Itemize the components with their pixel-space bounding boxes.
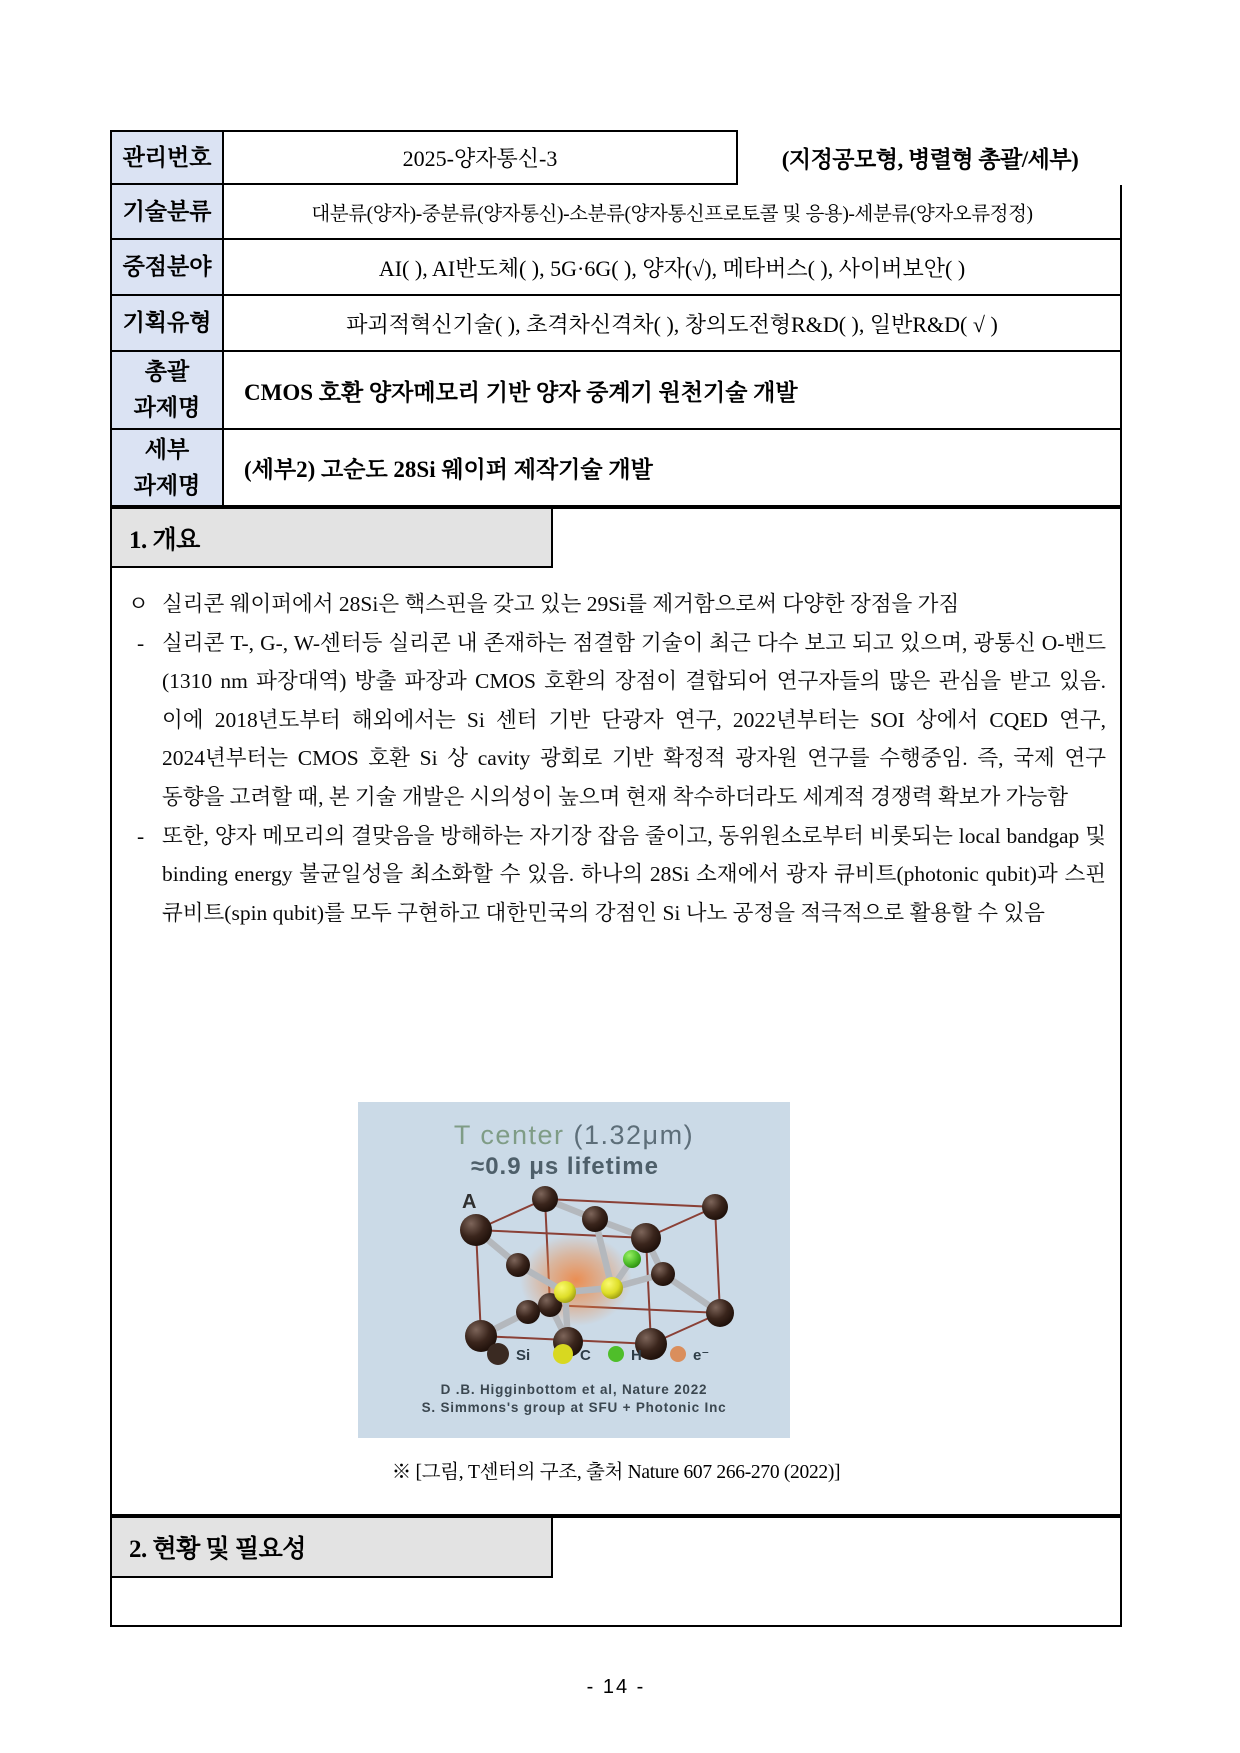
sub-project-title: (세부2) 고순도 28Si 웨이퍼 제작기술 개발 <box>222 430 1122 507</box>
row-label-line1: 세부 <box>144 436 190 462</box>
legend-dot-e <box>670 1346 686 1362</box>
section1-heading: 1. 개요 <box>110 507 553 568</box>
row-label-line2: 과제명 <box>133 472 201 498</box>
legend-label-c: C <box>580 1347 591 1364</box>
legend-label-e: e⁻ <box>693 1347 710 1364</box>
carbon-atom <box>554 1281 576 1303</box>
list-item-text: 실리콘 웨이퍼에서 28Si은 핵스핀을 갖고 있는 29Si를 제거함으로써 다양한 장점을 가짐 <box>162 592 960 616</box>
list-item-marker: - <box>137 630 145 655</box>
table-row-tech-class <box>110 185 1122 240</box>
list-item-marker: - <box>137 823 145 848</box>
list-item <box>128 585 1106 624</box>
legend-label-h: H <box>631 1347 642 1364</box>
list-item <box>128 624 1106 817</box>
tech-class-value: 대분류(양자)-중분류(양자통신)-소분류(양자통신프로토콜 및 응용)-세분류(양자오류정정) <box>222 185 1122 240</box>
table-row-sub-project <box>110 430 1122 507</box>
crystal-structure-image <box>358 1102 790 1438</box>
figure-credit-2: S. Simmons's group at SFU + Photonic Inc <box>421 1400 727 1415</box>
figure-title: T center (1.32μm) <box>453 1120 695 1150</box>
table-row-plan-type <box>110 296 1122 352</box>
section1-body <box>128 585 1106 932</box>
table-row-focus-area <box>110 240 1122 296</box>
list-item <box>128 817 1106 933</box>
main-project-title: CMOS 호환 양자메모리 기반 양자 중계기 원천기술 개발 <box>222 352 1122 430</box>
plan-type-value: 파괴적혁신기술( ), 초격차신격차( ), 창의도전형R&D( ), 일반R&D( √ ) <box>222 296 1122 352</box>
row-label-focus-area: 중점분야 <box>110 240 222 296</box>
list-item-text: 또한, 양자 메모리의 결맞음을 방해하는 자기장 잡음 줄이고, 동위원소로부터 비롯되는 local bandgap 및 binding energy 불균일성을 최소화할 수 있음. 하나의 28Si 소재에서 광자 큐비트(photonic qubit)과 스핀 큐비트(spin qubit)를 모두 구현하고 대한민국의 강점인 Si 나노 공정을 적극적으로 활용할 수 있음 <box>162 823 1106 925</box>
row-label-sub-project <box>110 430 222 507</box>
row-label-line1: 총괄 <box>144 359 190 385</box>
t-center-figure <box>358 1102 790 1438</box>
section2-heading: 2. 현황 및 필요성 <box>110 1516 553 1578</box>
legend-dot-h <box>608 1346 624 1362</box>
row-label-plan-type: 기획유형 <box>110 296 222 352</box>
figure-credit-1: D .B. Higginbottom et al, Nature 2022 <box>440 1382 708 1397</box>
page-number: - 14 - <box>586 1676 646 1698</box>
table-row-main-project <box>110 352 1122 430</box>
figure-caption: ※ [그림, T센터의 구조, 출처 Nature 607 266-270 (2022)] <box>391 1462 841 1483</box>
row-label-admin-no: 관리번호 <box>110 130 222 185</box>
hydrogen-atom <box>623 1250 641 1268</box>
panel-label: A <box>462 1191 477 1213</box>
header-table <box>110 130 1122 507</box>
list-item-text: 실리콘 T-, G-, W-센터등 실리콘 내 존재하는 점결함 기술이 최근 다수 보고 되고 있으며, 광통신 O-밴드(1310 nm 파장대역) 방출 파장과 CMOS 호환의 장점이 결합되어 연구자들의 많은 관심을 받고 있음. 이에 2018년도부터 해외에서는 Si 센터 기반 단광자 연구, 2022년부터는 SOI 상에서 CQED 연구, 2024년부터는 CMOS 호환 Si 상 cavity 광회로 기반 확정적 광자원 연구를 수행중임. 즉, 국제 연구 동향을 고려할 때, 본 기술 개발은 시의성이 높으며 현재 착수하더라도 세계적 경쟁력 확보가 가능함 <box>162 630 1106 809</box>
figure-subtitle: ≈0.9 μs lifetime <box>471 1153 659 1180</box>
row-label-line2: 과제명 <box>133 395 201 420</box>
focus-area-value: AI( ), AI반도체( ), 5G·6G( ), 양자(√), 메타버스( ), 사이버보안( ) <box>222 240 1122 296</box>
legend-label-si: Si <box>516 1347 531 1364</box>
table-row-admin-no <box>110 130 1122 185</box>
admin-no-value: 2025-양자통신-3 <box>222 130 738 185</box>
legend-dot-c <box>553 1344 573 1364</box>
row-label-main-project <box>110 352 222 430</box>
carbon-atom <box>601 1277 623 1299</box>
row-label-tech-class: 기술분류 <box>110 185 222 240</box>
list-item-marker: ㅇ <box>128 592 149 616</box>
admin-no-note: (지정공모형, 병렬형 총괄/세부) <box>781 147 1079 172</box>
legend-dot-si <box>487 1343 509 1365</box>
